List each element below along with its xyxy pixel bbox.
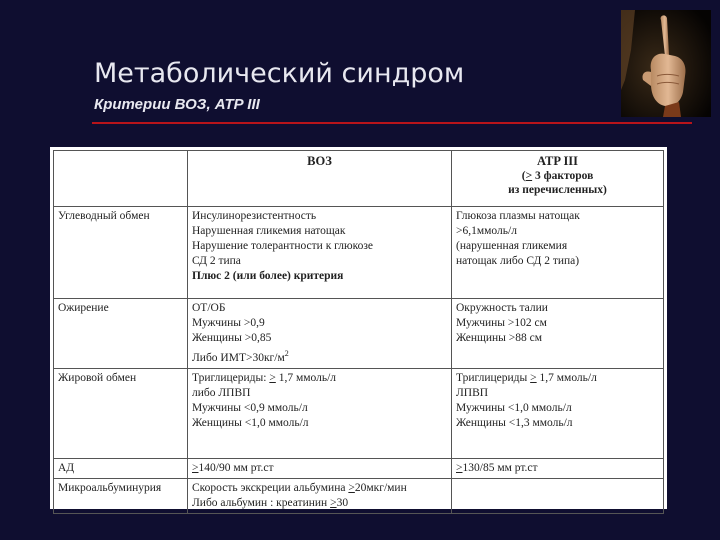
title-divider	[92, 122, 692, 124]
who-cell: Скорость экскреции альбумина >20мкг/мин Либо альбумин : креатинин >30	[188, 478, 452, 513]
atp-cell: Глюкоза плазмы натощак >6,1ммоль/л (нарушенная гликемия натощак либо СД 2 типа)	[452, 207, 664, 299]
header-atp-label: ATP III	[536, 154, 579, 168]
row-label: Жировой обмен	[54, 368, 188, 458]
who-cell: Инсулинорезистентность Нарушенная гликемия натощак Нарушение толерантности к глюкозе СД 2 типа Плюс 2 (или более) критерия	[188, 207, 452, 299]
who-bold-note: Плюс 2 (или более) критерия	[192, 270, 344, 282]
header-empty-cell	[54, 151, 188, 207]
atp-cell: Триглицериды > 1,7 ммоль/л ЛПВП Мужчины <1,0 ммоль/л Женщины <1,3 ммоль/л	[452, 368, 664, 458]
header-who-label: ВОЗ	[307, 154, 332, 168]
header-atp	[452, 151, 664, 207]
row-label: АД	[54, 458, 188, 478]
slide-subtitle: Критерии ВОЗ, ATP III	[94, 96, 260, 113]
table-row-lipid	[54, 368, 664, 458]
raised-finger-painting	[621, 10, 711, 117]
atp-cell-empty	[452, 478, 664, 513]
row-label: Микроальбуминурия	[54, 478, 188, 513]
who-cell: Триглицериды: > 1,7 ммоль/л либо ЛПВП Мужчины <0,9 ммоль/л Женщины <1,0 ммоль/л	[188, 368, 452, 458]
table-row-blood-pressure	[54, 458, 664, 478]
who-cell: >140/90 мм рт.ст	[188, 458, 452, 478]
criteria-table	[50, 147, 667, 509]
row-label: Углеводный обмен	[54, 207, 188, 299]
slide-title: Метаболический синдром	[94, 58, 465, 89]
header-atp-note: (> 3 факторов	[521, 170, 594, 182]
table-row-microalbuminuria	[54, 478, 664, 513]
row-label: Ожирение	[54, 299, 188, 369]
atp-cell: Окружность талии Мужчины >102 см Женщины >88 см	[452, 299, 664, 369]
table-row-obesity	[54, 299, 664, 369]
atp-cell: >130/85 мм рт.ст	[452, 458, 664, 478]
table-header-row	[54, 151, 664, 207]
table-row-carbohydrate	[54, 207, 664, 299]
who-cell: ОТ/ОБ Мужчины >0,9 Женщины >0,85 Либо $ИМТ>30кг/м^2$	[188, 299, 452, 369]
header-atp-note-line2: из перечисленных)	[508, 184, 607, 196]
header-who	[188, 151, 452, 207]
